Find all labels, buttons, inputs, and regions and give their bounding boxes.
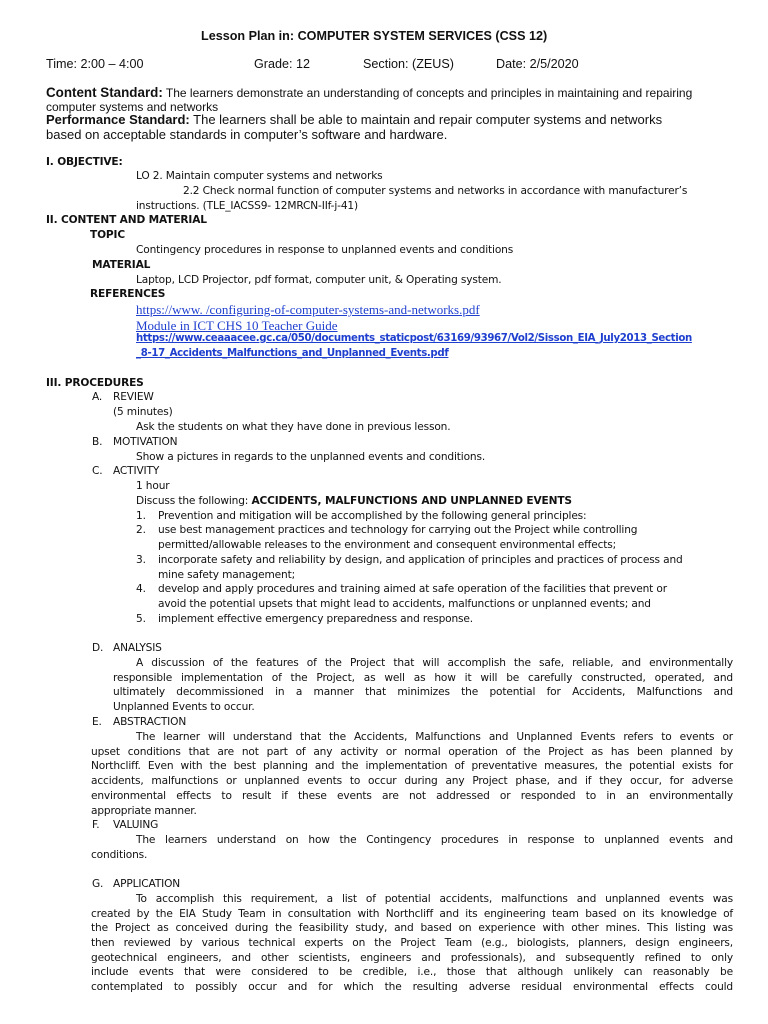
objective-heading: I. OBJECTIVE: [46,156,123,168]
activity-item-number: 4. [136,583,146,595]
content-standard-text: The learners demonstrate an understanding of concepts and principles in maintaining and repairing [165,86,693,100]
application-line: include events that were considered to be credible, i.e., those that although unlikely can reasonably be [91,966,733,978]
abstraction-line: appropriate manner. [91,805,197,817]
date-field: Date: 2/5/2020 [496,57,579,71]
time-field: Time: 2:00 – 4:00 [46,57,144,71]
performance-standard-text: The learners shall be able to maintain and repair computer systems and networks [193,112,663,127]
activity-discuss: Discuss the following: ACCIDENTS, MALFUNCTIONS AND UNPLANNED EVENTS [136,495,572,507]
analysis-line: ultimately decommissioned in a manner that minimizes the potential for Accidents, Malfunctions and [113,686,733,698]
abstraction-label: ABSTRACTION [113,716,187,728]
material-text: Laptop, LCD Projector, pdf format, computer unit, & Operating system. [136,274,502,286]
activity-label: ACTIVITY [113,465,160,477]
motivation-letter: B. [92,436,103,448]
grade-field: Grade: 12 [254,57,311,71]
content-standard-label: Content Standard: [46,85,163,100]
performance-standard-label: Performance Standard: [46,112,190,127]
abstraction-letter: E. [92,716,102,728]
review-time: (5 minutes) [113,406,173,418]
application-line: geotechnical engineers, and other scientists, engineers and professionals), and subsequently refined to only [91,952,733,964]
analysis-letter: D. [92,642,104,654]
application-letter: G. [92,878,104,890]
review-text: Ask the students on what they have done in previous lesson. [136,421,451,433]
content-standard [46,85,692,100]
reference-link-2[interactable]: Module in ICT CHS 10 Teacher Guide [136,318,338,333]
analysis-line: A discussion of the features of the Project that will accomplish the safe, reliable, and environmentally [136,657,733,669]
activity-item-number: 5. [136,613,146,625]
objective-sub-2: instructions. (TLE_IACSS9- 12MRCN-IIf-j-41) [136,200,358,212]
activity-item-number: 3. [136,554,146,566]
performance-standard [46,112,662,127]
performance-standard-text-2: based on acceptable standards in computer’s software and hardware. [46,127,448,142]
valuing-letter: F. [92,819,100,831]
activity-item-text: Prevention and mitigation will be accomplished by the following general principles: [158,510,587,522]
analysis-line: Unplanned Events to occur. [113,701,255,713]
motivation-label: MOTIVATION [113,436,178,448]
application-line: created by the EIA Study Team in consultation with Northcliff and its engineering team based on its knowledge of [91,908,733,920]
content-material-heading: II. CONTENT AND MATERIAL [46,214,207,226]
objective-sub-1: 2.2 Check normal function of computer systems and networks in accordance with manufacturer’s [183,185,688,197]
activity-item-text: develop and apply procedures and training aimed at safe operation of the facilities that prevent or [158,583,667,595]
analysis-label: ANALYSIS [113,642,162,654]
procedures-heading: III. PROCEDURES [46,377,144,389]
references-label: REFERENCES [90,288,166,300]
activity-item-text-continued: avoid the potential upsets that might lead to accidents, malfunctions or unplanned events; and [158,598,651,610]
valuing-label: VALUING [113,819,159,831]
section-field: Section: (ZEUS) [363,57,454,71]
application-line: the Project as conceived during the feasibility study, and based on experience with other mines. This listing was [91,922,733,934]
material-label: MATERIAL [92,259,151,271]
analysis-line: responsible implementation of the Project, as well as how it will be carefully constructed, operated, and [113,672,733,684]
activity-item-text: use best management practices and technology for carrying out the Project while controlling [158,524,638,536]
objective-lo: LO 2. Maintain computer systems and networks [136,170,383,182]
abstraction-line: accidents, malfunctions or unplanned events to occur during any Project phase, and if they occur, for adverse [91,775,733,787]
content-standard-text-2: computer systems and networks [46,100,219,114]
motivation-text: Show a pictures in regards to the unplanned events and conditions. [136,451,486,463]
review-label: REVIEW [113,391,154,403]
activity-item-text: incorporate safety and reliability by design, and application of principles and practices of process and [158,554,683,566]
activity-item-text-continued: mine safety management; [158,569,295,581]
reference-link-1[interactable]: https://www. /configuring-of-computer-systems-and-networks.pdf [136,302,480,317]
application-line: then reviewed by various technical experts on the Project Team (e.g., biologists, planners, design engineers, [91,937,733,949]
application-line: contemplated to possibly occur and for which the resulting adverse residual environmental effects could [91,981,733,993]
activity-item-text: implement effective emergency preparedness and response. [158,613,473,625]
topic-label: TOPIC [90,229,125,241]
reference-link-3-continued[interactable]: _8-17_Accidents_Malfunctions_and_Unplanned_Events.pdf [136,348,449,359]
activity-time: 1 hour [136,480,170,492]
activity-item-text-continued: permitted/allowable releases to the environment and consequent environmental effects; [158,539,617,551]
valuing-line: conditions. [91,849,148,861]
page-title: Lesson Plan in: COMPUTER SYSTEM SERVICES (CSS 12) [201,29,548,43]
abstraction-line: Northcliff. Even with the best planning and the implementation of preventative measures, the potential exists for [91,760,733,772]
application-label: APPLICATION [113,878,181,890]
application-line: To accomplish this requirement, a list of potential accidents, malfunctions and unplanned events was [136,893,733,905]
abstraction-line: environmental effects to result if these events are not addressed or responded to in an environmentally [91,790,733,802]
abstraction-line: The learner will understand that the Accidents, Malfunctions and Unplanned Events refers to events or [136,731,733,743]
activity-letter: C. [92,465,103,477]
topic-text: Contingency procedures in response to unplanned events and conditions [136,244,514,256]
valuing-line: The learners understand on how the Contingency procedures in response to unplanned events and [136,834,733,846]
activity-item-number: 1. [136,510,146,522]
reference-link-3[interactable]: https://www.ceaaacee.gc.ca/050/documents_staticpost/63169/93967/Vol2/Sisson_EIA_July2013_Section [136,333,692,344]
abstraction-line: upset conditions that are not part of any activity or normal operation of the Project as has been planned by [91,746,733,758]
activity-item-number: 2. [136,524,146,536]
review-letter: A. [92,391,103,403]
